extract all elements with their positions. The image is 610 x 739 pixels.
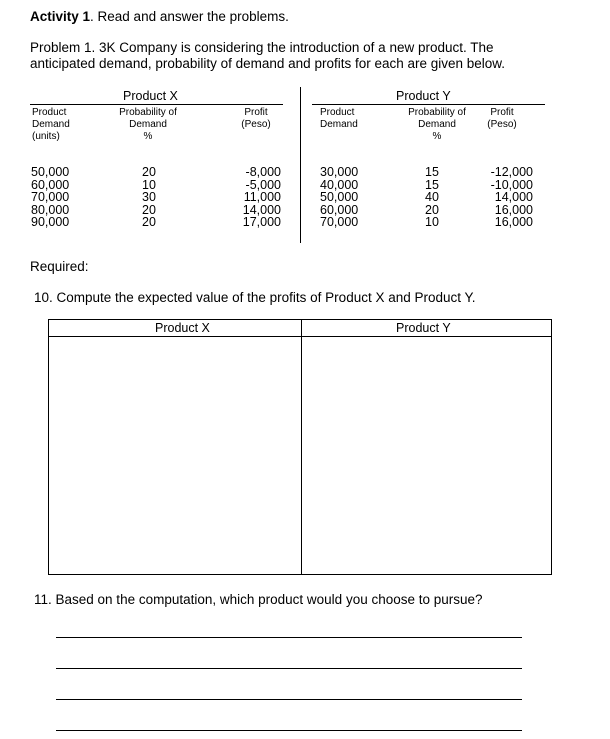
required-label: Required:: [30, 259, 89, 274]
table-cell: 40,000: [320, 177, 359, 192]
answer-box-header-rule: [48, 336, 552, 337]
table-cell: 60,000: [320, 202, 359, 217]
answer-line-1[interactable]: [56, 637, 522, 638]
table-cell: -8,000: [245, 165, 281, 179]
y-profit-column: [474, 166, 533, 229]
table-cell: 20: [142, 165, 156, 179]
activity-label: Activity 1: [30, 9, 91, 24]
table-cell: 80,000: [31, 202, 70, 217]
table-cell: 50,000: [320, 190, 359, 205]
table-cell: -5,000: [245, 177, 281, 192]
table-cell: 30,000: [320, 165, 359, 179]
table-cell: 90,000: [31, 215, 70, 230]
table-cell: 20: [142, 215, 156, 230]
table-cell: 10: [142, 177, 156, 192]
table-cell: 10: [425, 215, 439, 230]
table-cell: 16,000: [494, 215, 533, 230]
activity-title: [30, 9, 289, 24]
y-probability-column: [421, 166, 443, 229]
table-cell: 16,000: [494, 202, 533, 217]
problem-line-1: Problem 1. 3K Company is considering the introduction of a new product. The: [30, 40, 494, 55]
answer-line-2[interactable]: [56, 668, 522, 669]
answer-line-4[interactable]: [56, 730, 522, 731]
question-11: 11. Based on the computation, which product would you choose to pursue?: [34, 592, 483, 607]
table-cell: 50,000: [31, 165, 70, 179]
table-cell: -12,000: [490, 165, 533, 179]
answer-box[interactable]: [48, 319, 552, 575]
table-cell: 60,000: [31, 177, 70, 192]
answer-line-3[interactable]: [56, 699, 522, 700]
header-y-demand: Product Demand: [320, 107, 358, 130]
x-probability-column: [138, 166, 160, 229]
group-header-product-y: Product Y: [396, 89, 451, 103]
answer-col-product-y: Product Y: [396, 321, 451, 335]
table-cell: 40: [425, 190, 439, 205]
table-cell: 30: [142, 190, 156, 205]
table-cell: 14,000: [494, 190, 533, 205]
table-cell: 11,000: [243, 190, 281, 205]
table-cell: 70,000: [320, 215, 359, 230]
table-cell: 15: [425, 177, 439, 192]
x-profit-column: [224, 166, 281, 229]
answer-box-divider: [301, 319, 302, 575]
table-cell: 14,000: [242, 202, 281, 217]
answer-col-product-x: Product X: [155, 321, 210, 335]
table-top-rule-x: [30, 104, 283, 105]
header-y-profit: Profit (Peso): [487, 107, 517, 130]
header-y-probability: Probability of Demand %: [408, 107, 466, 142]
header-x-demand: Product Demand (units): [32, 107, 70, 142]
table-cell: 20: [425, 202, 439, 217]
header-x-probability: Probability of Demand %: [119, 107, 177, 142]
y-demand-column: [320, 166, 358, 229]
group-header-product-x: Product X: [123, 89, 178, 103]
problem-statement: [30, 40, 545, 72]
table-top-rule-y: [312, 104, 545, 105]
table-divider: [300, 87, 301, 243]
problem-line-2: anticipated demand, probability of demand and profits for each are given below.: [30, 56, 506, 71]
table-cell: -10,000: [490, 177, 533, 192]
table-cell: 15: [425, 165, 439, 179]
x-demand-column: [31, 166, 69, 229]
activity-instruction: . Read and answer the problems.: [90, 9, 289, 24]
question-10: 10. Compute the expected value of the profits of Product X and Product Y.: [34, 290, 476, 305]
table-cell: 17,000: [242, 215, 281, 230]
table-cell: 20: [142, 202, 156, 217]
table-cell: 70,000: [31, 190, 70, 205]
header-x-profit: Profit (Peso): [241, 107, 271, 130]
